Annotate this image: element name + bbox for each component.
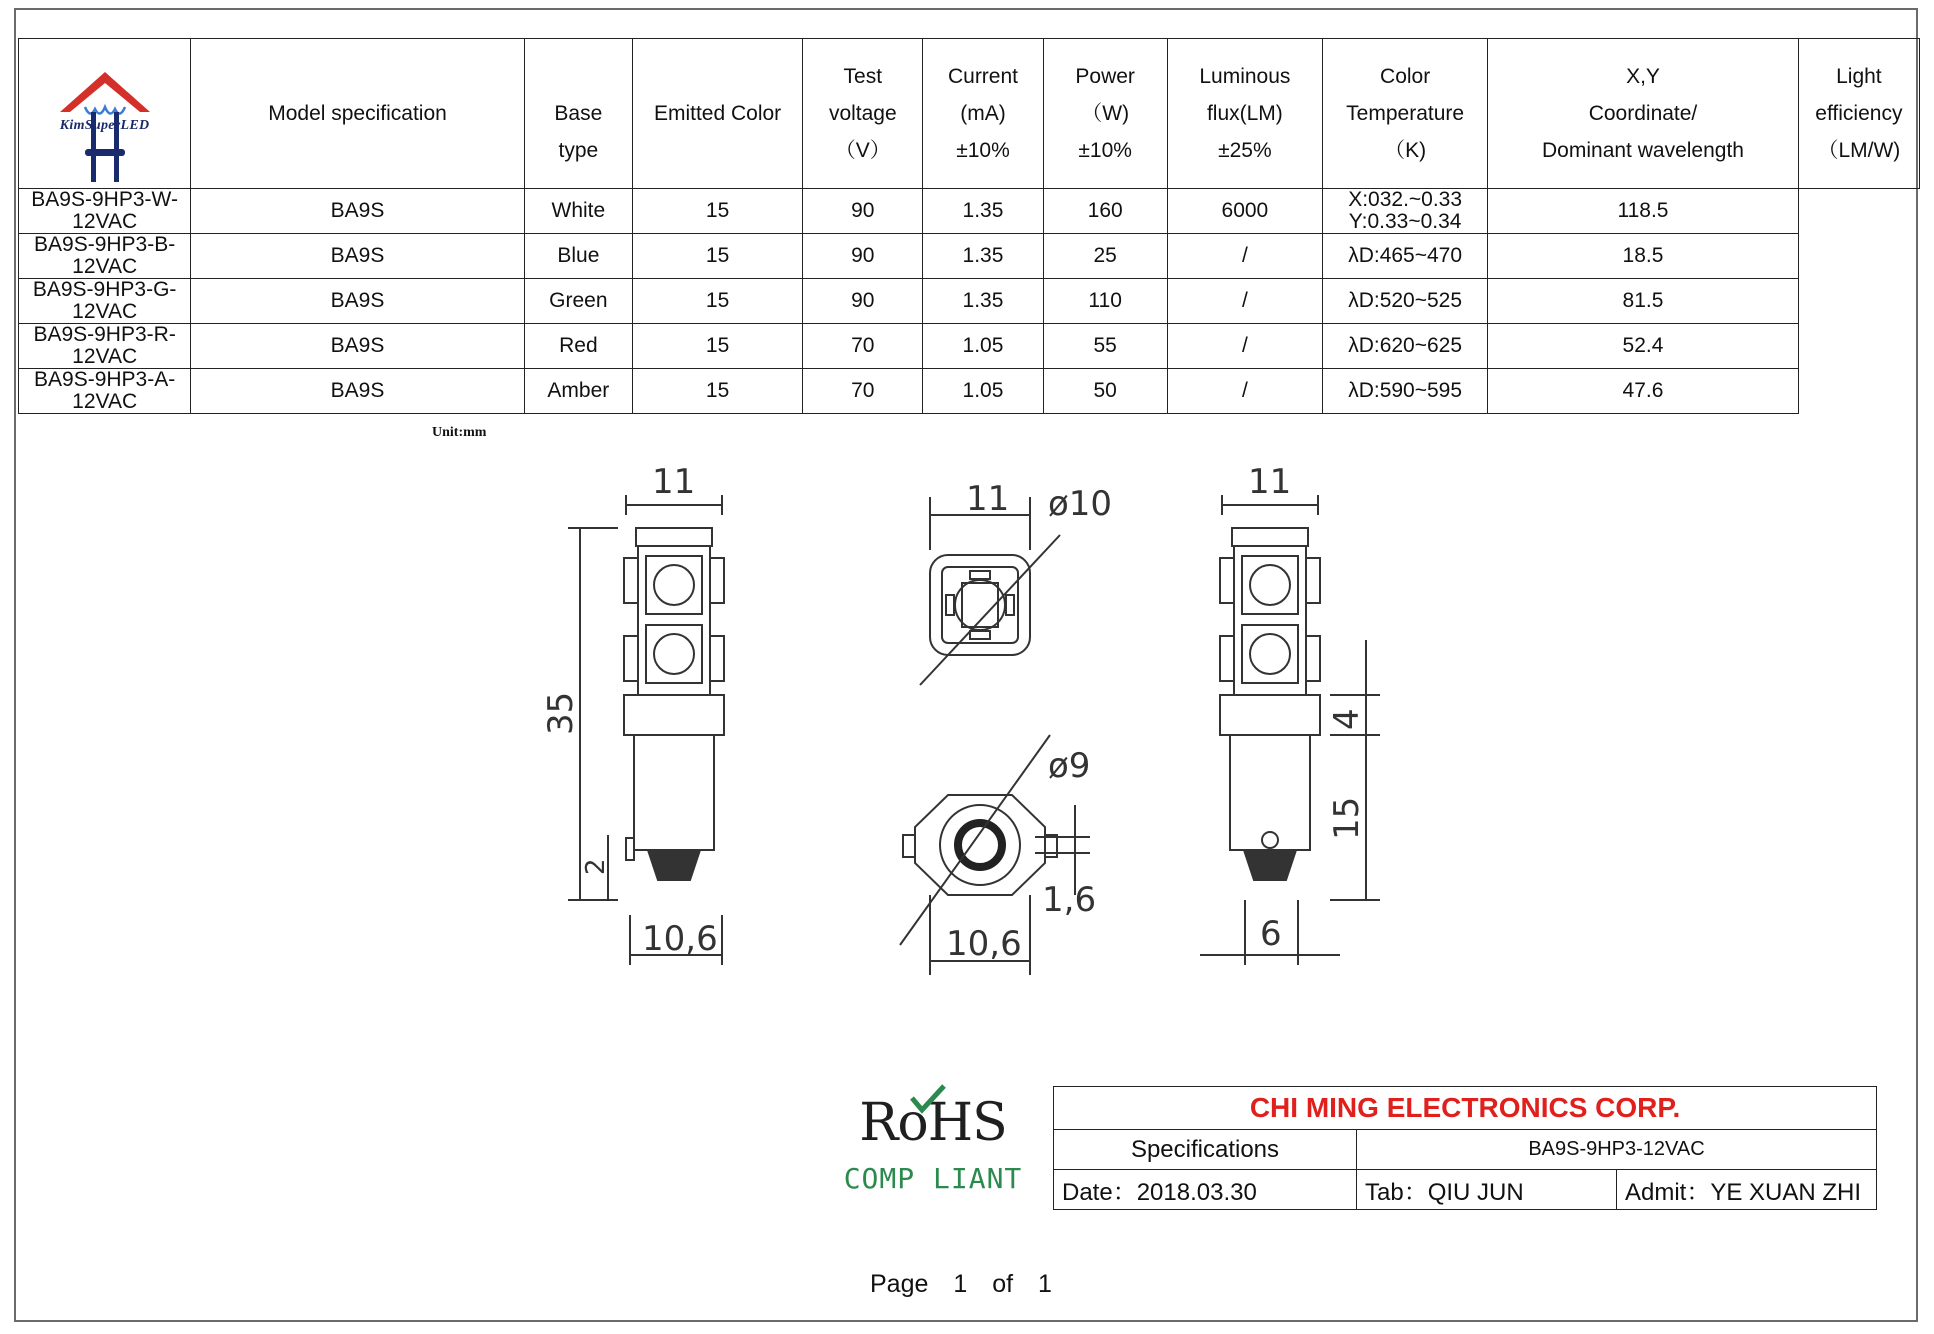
cell-voltage: 15 <box>632 234 802 279</box>
cell-flux: 55 <box>1043 324 1167 369</box>
header-color: Emitted Color <box>632 39 802 189</box>
cell-color: Green <box>524 279 632 324</box>
cell-current: 90 <box>803 279 923 324</box>
cell-power: 1.35 <box>923 279 1043 324</box>
cell-color: Red <box>524 324 632 369</box>
cell-flux: 25 <box>1043 234 1167 279</box>
logo <box>19 39 191 189</box>
side-view-left <box>568 495 724 965</box>
cell-efficiency: 47.6 <box>1488 369 1798 414</box>
cell-voltage: 15 <box>632 369 802 414</box>
cell-efficiency: 52.4 <box>1488 324 1798 369</box>
cell-flux: 50 <box>1043 369 1167 414</box>
spec-value: BA9S-9HP3-12VAC <box>1357 1130 1877 1170</box>
cell-base: BA9S <box>191 234 525 279</box>
page-number: Page 1 of 1 <box>870 1270 1052 1298</box>
logo-text: KimSuperLED <box>59 118 150 133</box>
date-field: Date：2018.03.30 <box>1054 1170 1357 1210</box>
table-row <box>19 369 1920 414</box>
dim-top-diameter: ø10 <box>1048 484 1113 524</box>
cell-model: BA9S-9HP3-B-12VAC <box>19 234 191 279</box>
dim-top-width: 11 <box>966 479 1010 519</box>
cell-xy: λD:590~595 <box>1323 369 1488 414</box>
cell-color-temp: / <box>1167 369 1322 414</box>
spec-table <box>18 38 1920 414</box>
cell-color: Amber <box>524 369 632 414</box>
cell-color: Blue <box>524 234 632 279</box>
cell-xy: X:032.~0.33 Y:0.33~0.34 <box>1323 189 1488 234</box>
cell-base: BA9S <box>191 279 525 324</box>
dimension-drawings <box>500 455 1480 1015</box>
cell-base: BA9S <box>191 189 525 234</box>
cell-color-temp: / <box>1167 279 1322 324</box>
rohs-compliant: COMP LIANT <box>843 1162 1023 1195</box>
cell-xy: λD:520~525 <box>1323 279 1488 324</box>
dim-base-width: 10,6 <box>642 919 718 959</box>
cell-color-temp: / <box>1167 324 1322 369</box>
cell-efficiency: 18.5 <box>1488 234 1798 279</box>
header-model: Model specification <box>191 39 525 189</box>
cell-model: BA9S-9HP3-W-12VAC <box>19 189 191 234</box>
table-row <box>19 234 1920 279</box>
cell-xy: λD:620~625 <box>1323 324 1488 369</box>
dim-bottom-pin: 1,6 <box>1042 880 1097 920</box>
header-flux: Luminous flux(LM) ±25% <box>1167 39 1322 189</box>
cell-current: 70 <box>803 369 923 414</box>
header-power: Power （W) ±10% <box>1043 39 1167 189</box>
dim-tip: 6 <box>1260 914 1282 954</box>
dim-bottom-width: 10,6 <box>946 924 1022 964</box>
cell-current: 70 <box>803 324 923 369</box>
cell-current: 90 <box>803 234 923 279</box>
cell-current: 90 <box>803 189 923 234</box>
title-block <box>1053 1086 1877 1210</box>
dim-bottom-diameter: ø9 <box>1048 746 1091 786</box>
header-efficiency: Light efficiency （LM/W) <box>1798 39 1919 189</box>
dim-height: 35 <box>541 691 581 735</box>
rohs-mark: RoHS <box>859 1093 1007 1153</box>
rohs-badge <box>838 1090 1028 1195</box>
top-view <box>920 497 1060 685</box>
dim-side-width: 11 <box>652 462 696 502</box>
cell-color-temp: / <box>1167 234 1322 279</box>
cell-voltage: 15 <box>632 279 802 324</box>
header-base: Base type <box>524 39 632 189</box>
header-xy: X,Y Coordinate/ Dominant wavelength <box>1488 39 1798 189</box>
cell-voltage: 15 <box>632 324 802 369</box>
checkmark-icon <box>908 1084 948 1114</box>
cell-base: BA9S <box>191 369 525 414</box>
admit-field: Admit：YE XUAN ZHI <box>1617 1170 1877 1210</box>
table-row <box>19 324 1920 369</box>
cell-xy: λD:465~470 <box>1323 234 1488 279</box>
header-color-temp: Color Temperature （K) <box>1323 39 1488 189</box>
table-header-row <box>19 39 1920 189</box>
spec-label: Specifications <box>1054 1130 1357 1170</box>
cell-flux: 110 <box>1043 279 1167 324</box>
header-voltage: Test voltage （V） <box>803 39 923 189</box>
header-current: Current (mA) ±10% <box>923 39 1043 189</box>
dim-pin-offset: 2 <box>581 858 611 875</box>
cell-power: 1.35 <box>923 234 1043 279</box>
dim-collar: 4 <box>1327 708 1367 730</box>
table-row <box>19 189 1920 234</box>
cell-efficiency: 81.5 <box>1488 279 1798 324</box>
cell-flux: 160 <box>1043 189 1167 234</box>
company-name: CHI MING ELECTRONICS CORP. <box>1054 1087 1877 1130</box>
tab-field: Tab：QIU JUN <box>1357 1170 1617 1210</box>
cell-base: BA9S <box>191 324 525 369</box>
cell-model: BA9S-9HP3-G-12VAC <box>19 279 191 324</box>
dim-right-width: 11 <box>1248 462 1292 502</box>
unit-label: Unit:mm <box>432 425 487 440</box>
cell-model: BA9S-9HP3-A-12VAC <box>19 369 191 414</box>
cell-power: 1.35 <box>923 189 1043 234</box>
cell-efficiency: 118.5 <box>1488 189 1798 234</box>
table-row <box>19 279 1920 324</box>
cell-color: White <box>524 189 632 234</box>
cell-power: 1.05 <box>923 324 1043 369</box>
cell-model: BA9S-9HP3-R-12VAC <box>19 324 191 369</box>
cell-color-temp: 6000 <box>1167 189 1322 234</box>
dim-base-length: 15 <box>1327 796 1367 840</box>
cell-voltage: 15 <box>632 189 802 234</box>
cell-power: 1.05 <box>923 369 1043 414</box>
